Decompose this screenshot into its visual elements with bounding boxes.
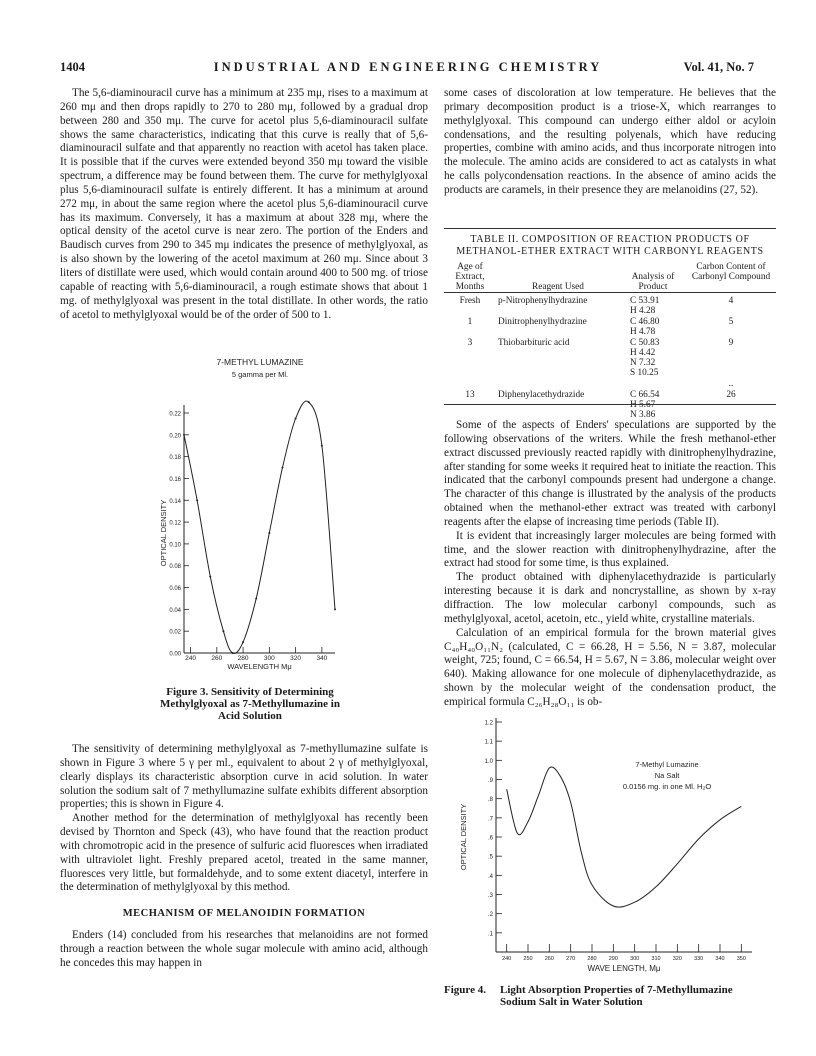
x-tick-label: 240	[502, 956, 512, 962]
data-point	[242, 641, 244, 643]
right-paragraph-4: The product obtained with diphenylacethydrazide is particularly interesting because it is dark and noncrystalline, as shown by x-ray diffraction. The low molecular carbonyl compounds, such as methylglyoxal, acetol, acetoin, etc., yield white, crystalline materials.	[444, 571, 776, 625]
y-tick-label: .5	[487, 854, 493, 861]
figure-3	[150, 355, 350, 675]
data-point	[295, 417, 297, 419]
data-point	[255, 597, 257, 599]
figure-4	[452, 712, 774, 982]
table-cell-age: Fresh	[459, 296, 481, 306]
y-tick-label: 0.22	[169, 411, 181, 418]
table-cell-carbon: 4	[728, 296, 734, 306]
x-tick-label: 260	[544, 956, 554, 962]
x-tick-label: 290	[608, 956, 618, 962]
figure-4-caption	[444, 984, 776, 1008]
table-cell-carbon: 5	[728, 317, 734, 327]
y-tick-label: 0.16	[169, 476, 181, 483]
table-cell-reagent: Diphenylacethydrazide	[498, 390, 585, 400]
table-row	[444, 293, 776, 317]
y-tick-label: .4	[487, 873, 493, 880]
x-tick-label: 280	[237, 655, 249, 662]
table-cell-age: 3	[467, 338, 473, 348]
table-2-body	[444, 293, 776, 421]
chart-title: 7-METHYL LUMAZINE	[216, 357, 304, 367]
left-paragraph-2: The sensitivity of determining methylglyoxal as 7-methyllumazine sulfate is shown in Figure 3 where 5 γ per ml., equivalent to about 2 γ of methylglyoxal, clearly displays its characteristic absorption curve in acid solution. In water solution the sodium salt of 7 methyllumazine sulfate exhibits different absorption properties; this is shown in Figure 4.	[60, 743, 428, 811]
table-cell-analysis: C 53.91 H 4.28	[630, 296, 660, 316]
x-tick-label: 320	[672, 956, 682, 962]
table-header-analysis: Analysis of Product	[631, 272, 675, 292]
data-point	[209, 576, 211, 578]
y-axis-label: OPTICAL DENSITY	[459, 803, 468, 871]
x-tick-label: 300	[263, 655, 275, 662]
y-tick-label: .2	[487, 912, 493, 919]
left-column-top	[60, 87, 428, 322]
table-cell-reagent	[496, 378, 620, 389]
y-tick-label: 0.04	[169, 607, 181, 614]
page-number: 1404	[60, 60, 85, 74]
x-tick-label: 340	[715, 956, 725, 962]
x-tick-label: 320	[290, 655, 302, 662]
y-tick-label: 0.18	[169, 455, 181, 462]
y-tick-label: 0.02	[169, 629, 181, 636]
y-tick-label: 0.00	[169, 651, 181, 658]
x-tick-label: 250	[523, 956, 533, 962]
table-cell-carbon: ..	[728, 379, 734, 389]
x-tick-label: 270	[566, 956, 576, 962]
y-tick-label: .7	[487, 816, 493, 823]
y-tick-label: .1	[487, 931, 493, 938]
chart-subtitle-line: Na Salt	[654, 771, 680, 780]
figure-4-chart	[452, 712, 774, 982]
table-bottom-rule	[444, 404, 776, 405]
table-cell-analysis: C 50.83 H 4.42 N 7.32 S 10.25	[630, 338, 660, 378]
table-row	[444, 316, 776, 337]
table-cell-reagent: Thiobarbituric acid	[498, 338, 570, 348]
journal-title: INDUSTRIAL AND ENGINEERING CHEMISTRY	[213, 60, 603, 74]
figure-3-caption: Figure 3. Sensitivity of Determining Methylglyoxal as 7-Methyllumazine in Acid Solution	[160, 686, 340, 722]
y-tick-label: 1.1	[484, 739, 493, 746]
y-tick-label: 0.08	[169, 564, 181, 571]
y-tick-label: 0.10	[169, 542, 181, 549]
table-cell-carbon: 26	[726, 390, 736, 400]
chart-subtitle: 5 gamma per Ml.	[231, 370, 289, 379]
table-cell-reagent: Dinitrophenylhydrazine	[498, 317, 587, 327]
table-header-reagent: Reagent Used	[532, 282, 584, 292]
y-tick-label: 0.14	[169, 498, 181, 505]
y-tick-label: 0.06	[169, 586, 181, 593]
y-tick-label: .6	[487, 835, 493, 842]
right-paragraph-5: Calculation of an empirical formula for the brown material gives C₄₀H₄₀O₁₁N₂ (calculated, C = 66.28, H = 5.56, N = 3.87, molecular weight, 725; found, C = 66.54, H = 5.67, N = 3.86, molecular weight over 640). Making allowance for one molecule of diphenylacethydrazide, as shown by the molecular weight of the condensation product, the empirical formula C₂₆H₂₈O₁₁ is ob-	[444, 626, 776, 708]
figure-4-caption-label: Figure 4.	[444, 984, 486, 996]
y-tick-label: .8	[487, 797, 493, 804]
x-tick-label: 280	[587, 956, 597, 962]
table-cell-analysis: C 66.54 H 5.67 N 3.86	[630, 390, 660, 420]
x-tick-label: 240	[185, 655, 196, 662]
table-cell-age	[444, 378, 496, 389]
table-cell-analysis	[620, 378, 686, 389]
x-axis-label: WAVE LENGTH, Mμ	[587, 964, 661, 973]
table-row	[444, 337, 776, 378]
left-paragraph-1: The 5,6-diaminouracil curve has a minimum at 235 mμ, rises to a maximum at 260 mμ and then drops rapidly to 270 to 280 mμ, followed by a gradual drop between 280 and 350 mμ. The curve for acetol plus 5,6-diaminouracil sulfate shows the same characteristics, indicating that this curve is really that of 5,6-diaminouracil sulfate and that apparently no reaction with acetol has taken place. It is possible that if the curves were extended beyond 350 mμ toward the visible spectrum, a difference may be found between them. The curve for methylglyoxal plus 5,6-diaminouracil sulfate is entirely different. It has a minimum at around 272 mμ, in about the same region where the acetol plus 5,6-diaminouracil curve has its maximum. Conversely, it has a maximum at about 328 mμ, where the optical density of the acetol curve is near zero. The portion of the Enders and Baudisch curves from 290 to 345 mμ indicates the presence of methylglyoxal, as is also shown by the lowering of the acetol maximum at 260 mμ. Since about 3 liters of distillate were used, which would contain around 400 to 500 mg. of triose capable of reacting with 5,6-diaminouracil, a rough estimate shows that about 1 mg. of methylglyoxal was present in the total distillate. In other words, the ratio of acetol to methylglyoxal would be of the order of 500 to 1.	[60, 87, 428, 321]
right-column-middle	[444, 419, 776, 710]
x-tick-label: 260	[211, 655, 223, 662]
data-point	[222, 630, 224, 632]
y-tick-label: 1.2	[484, 720, 493, 727]
table-cell-age: 13	[465, 390, 475, 400]
right-paragraph-3: It is evident that increasingly larger molecules are being formed with time, and the slower reaction with dinitrophenylhydrazine, after the extract had stood for some time, is thus explained.	[444, 529, 776, 570]
y-tick-label: 0.12	[169, 520, 181, 527]
left-paragraph-4: Enders (14) concluded from his researches that melanoidins are not formed through a reaction between the whole sugar molecule with amino acid, although he concedes this may happen in	[60, 929, 428, 969]
left-column-bottom	[60, 743, 428, 971]
volume-issue: Vol. 41, No. 7	[683, 60, 754, 74]
data-point	[232, 652, 234, 654]
x-tick-label: 350	[736, 956, 746, 962]
x-tick-label: 340	[316, 655, 328, 662]
table-2	[444, 234, 776, 420]
table-cell-carbon: 9	[728, 338, 734, 348]
data-point	[308, 401, 310, 403]
figure-4-caption-text: Light Absorption Properties of 7-Methyllumazine Sodium Salt in Water Solution	[500, 984, 733, 1008]
right-paragraph-1: some cases of discoloration at low temperature. He believes that the primary decomposition product is a triose-X, which rearranges to methylglyoxal. This compound can undergo either aldol or acyloin condensations, and the resulting polyenals, which have reducing properties, combine with amino acids, and thus incorporate nitrogen into the molecule. The amino acids are considered to act as catalysts in what he calls polycondensation reactions. In the absence of amino acids the products are caramels, in their presence they are melanoidins (27, 52).	[444, 87, 776, 196]
y-tick-label: 1.0	[484, 758, 493, 765]
chart-subtitle-line: 0.0156 mg. in one Ml. H₂O	[622, 782, 712, 791]
table-top-rule	[444, 228, 776, 229]
right-column-top	[444, 87, 776, 198]
table-cell-reagent: p-Nitrophenylhydrazine	[498, 296, 588, 306]
y-tick-label: .9	[487, 778, 493, 784]
chart-title: 7-Methyl Lumazine	[635, 760, 699, 769]
table-2-grid	[444, 262, 776, 420]
left-paragraph-3: Another method for the determination of methylglyoxal has recently been devised by Thornton and Speck (43), who have found that the reaction product with chromotropic acid in the presence of sulfuric acid fluoresces when irradiated with ultraviolet light. Freshly prepared acetol, treated in the same manner, fluoresces very little, but formaldehyde, and to some extent diacetyl, interfere in the determination of methylglyoxal by this method.	[60, 812, 428, 894]
data-point	[281, 467, 283, 469]
table-2-caption-line-1: TABLE II. COMPOSITION OF REACTION PRODUCTS OF	[470, 234, 750, 245]
x-tick-label: 310	[651, 956, 661, 962]
right-paragraph-2: Some of the aspects of Enders' speculations are supported by the following observations of the writers. While the fresh methanol-ether extract discussed previously reacted rapidly with dinitrophenylhydrazine, after standing for some weeks it required heat to initiate the reaction. This indicated that the carbonyl compounds present had undergone a change. The character of this change is illustrated by the analysis of the products obtained when the methanol-ether extract was treated with carbonyl reagents after the elapse of increasing time periods (Table II).	[444, 419, 776, 528]
table-row	[444, 378, 776, 389]
x-tick-label: 330	[694, 956, 704, 962]
data-point	[334, 608, 336, 610]
section-heading: MECHANISM OF MELANOIDIN FORMATION	[122, 908, 366, 920]
table-cell-analysis: C 46.80 H 4.78	[630, 317, 660, 337]
x-axis-label: WAVELENGTH Mμ	[227, 662, 292, 671]
series-line	[184, 401, 335, 653]
table-cell-age: 1	[467, 317, 473, 327]
y-axis-label: OPTICAL DENSITY	[159, 499, 168, 567]
y-tick-label: .3	[487, 893, 493, 899]
y-tick-label: 0.20	[169, 433, 181, 440]
data-point	[183, 434, 185, 436]
data-point	[321, 445, 323, 447]
table-2-caption-line-2: METHANOL-ETHER EXTRACT WITH CARBONYL REAGENTS	[456, 246, 764, 257]
table-header-age: Age of Extract, Months	[455, 262, 485, 292]
x-tick-label: 300	[630, 956, 640, 962]
table-header-carbon: Carbon Content of Carbonyl Compound	[691, 262, 771, 282]
data-point	[268, 532, 270, 534]
figure-3-chart	[150, 355, 350, 675]
data-point	[196, 499, 198, 501]
